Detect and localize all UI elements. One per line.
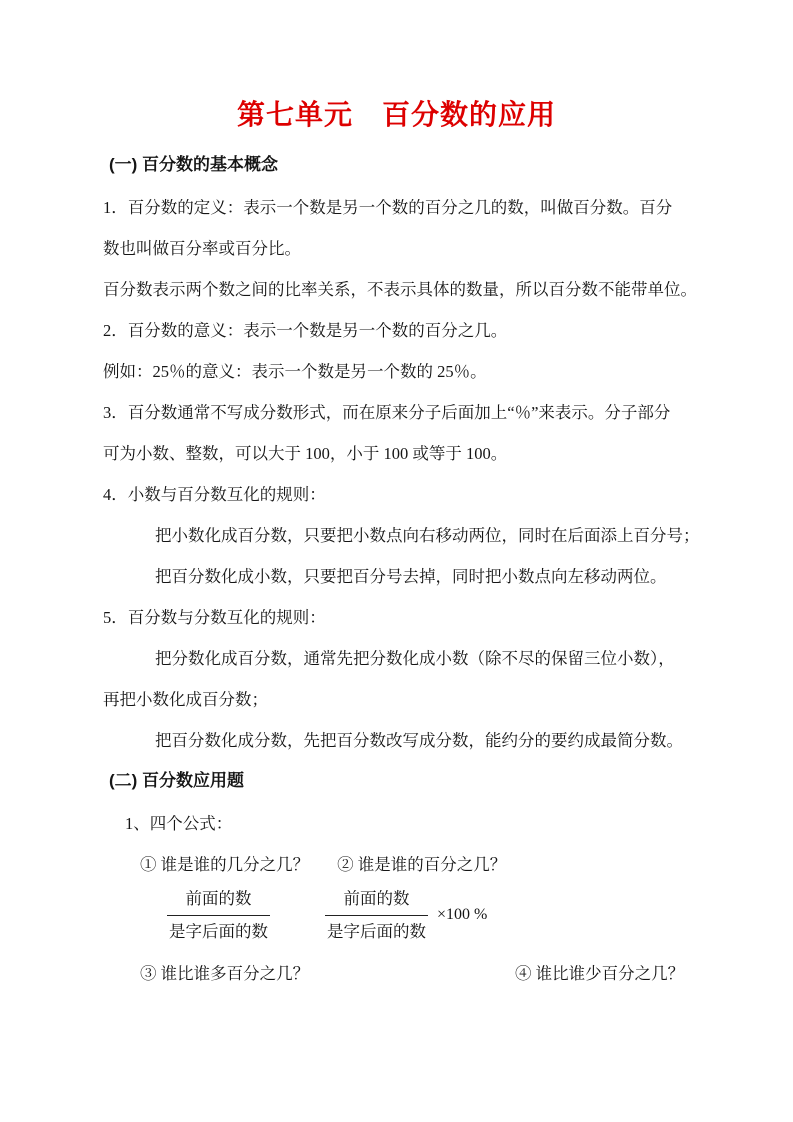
formula-q3: ③ 谁比谁多百分之几？ [140, 964, 310, 983]
fraction-numerator: 前面的数 [343, 888, 410, 908]
fraction-denominator: 是字后面的数 [325, 915, 428, 942]
text-line: 数也叫做百分率或百分比。 [103, 239, 301, 258]
fraction-numerator: 前面的数 [185, 888, 252, 908]
text-line: 3．百分数通常不写成分数形式，而在原来分子后面加上“％”来表示。分子部分 [103, 403, 671, 422]
formula-questions-row-2 [103, 953, 697, 994]
text-line: 4．小数与百分数互化的规则： [103, 485, 326, 504]
text-line: 1．百分数的定义：表示一个数是另一个数的百分之几的数，叫做百分数。百分 [103, 198, 673, 217]
document-content [0, 155, 793, 994]
fraction-percent [325, 889, 428, 942]
percent-multiplier: ×100 % [437, 906, 488, 923]
text-line: 把小数化成百分数，只要把小数点向右移动两位，同时在后面添上百分号； [155, 526, 700, 545]
text-line: 把百分数化成分数，先把百分数改写成分数，能约分的要约成最简分数。 [155, 731, 683, 750]
text-line: 把百分数化成小数，只要把百分号去掉，同时把小数点向左移动两位。 [155, 567, 667, 586]
section-heading-applications: (二) 百分数应用题 [109, 771, 245, 790]
formula-q2: ② 谁是谁的百分之几？ [337, 855, 507, 874]
page-title: 第七单元 百分数的应用 [236, 99, 556, 130]
four-formulas-intro: 1、四个公式： [125, 814, 233, 833]
text-line: 例如：25％的意义：表示一个数是另一个数的 25％。 [103, 362, 487, 381]
formula-questions-row [140, 844, 697, 885]
section-basics-body [103, 187, 700, 761]
section-heading-basics: (一) 百分数的基本概念 [109, 155, 279, 174]
text-line: 可为小数、整数，可以大于 100，小于 100 或等于 100。 [103, 444, 508, 463]
formula-q1: ① 谁是谁的几分之几？ [140, 855, 310, 874]
text-line: 把分数化成百分数，通常先把分数化成小数（除不尽的保留三位小数）， [155, 649, 675, 668]
fraction-denominator: 是字后面的数 [167, 915, 270, 942]
fraction-simple [167, 889, 270, 942]
fraction-formulas [167, 881, 697, 949]
text-line: 再把小数化成百分数； [103, 690, 268, 709]
text-line: 5．百分数与分数互化的规则： [103, 608, 326, 627]
formula-q4: ④ 谁比谁少百分之几？ [515, 964, 685, 983]
text-line: 2．百分数的意义：表示一个数是另一个数的百分之几。 [103, 321, 508, 340]
text-line: 百分数表示两个数之间的比率关系，不表示具体的数量，所以百分数不能带单位。 [103, 280, 697, 299]
